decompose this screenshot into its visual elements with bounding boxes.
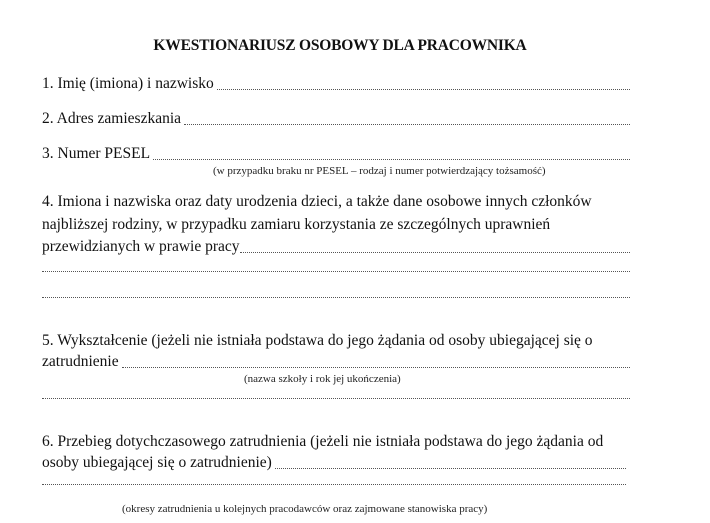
field-education-line-1: 5. Wykształcenie (jeżeli nie istniała podstawa do jego żądania od osoby ubiegającej się o bbox=[42, 332, 593, 349]
field-address-label: 2. Adres zamieszkania bbox=[42, 110, 182, 127]
field-employment-line-1: 6. Przebieg dotychczasowego zatrudnienia (jeżeli nie istniała podstawa do jego żądania od bbox=[42, 433, 604, 450]
field-family-blank[interactable] bbox=[240, 251, 630, 253]
field-education-line-2: zatrudnienie bbox=[42, 353, 119, 370]
field-family-blank-3[interactable] bbox=[42, 296, 630, 298]
field-education[interactable] bbox=[42, 352, 630, 372]
field-pesel-blank[interactable] bbox=[153, 158, 630, 160]
field-pesel-label: 3. Numer PESEL bbox=[42, 145, 151, 162]
field-address-blank[interactable] bbox=[184, 123, 630, 125]
form-title: KWESTIONARIUSZ OSOBOWY DLA PRACOWNIKA bbox=[153, 37, 527, 54]
field-employment-line-2: osoby ubiegającej się o zatrudnienie) bbox=[42, 454, 272, 471]
field-employment-blank[interactable] bbox=[275, 467, 626, 469]
field-education-note: (nazwa szkoły i rok jej ukończenia) bbox=[244, 373, 401, 385]
field-pesel-note: (w przypadku braku nr PESEL – rodzaj i numer potwierdzający tożsamość) bbox=[213, 165, 546, 177]
field-education-blank[interactable] bbox=[122, 366, 630, 368]
field-family[interactable] bbox=[42, 237, 630, 257]
field-name[interactable] bbox=[42, 74, 630, 94]
field-pesel[interactable] bbox=[42, 144, 630, 164]
field-family-extra-2[interactable] bbox=[42, 296, 630, 302]
field-employment[interactable] bbox=[42, 453, 626, 473]
field-family-line-3: przewidzianych w prawie pracy bbox=[42, 238, 240, 255]
field-family-line-2: najbliższej rodziny, w przypadku zamiaru korzystania ze szczególnych uprawnień bbox=[42, 216, 551, 233]
field-employment-note: (okresy zatrudnienia u kolejnych pracodawców oraz zajmowane stanowiska pracy) bbox=[122, 503, 488, 515]
field-employment-blank-2[interactable] bbox=[42, 483, 626, 485]
field-education-extra[interactable] bbox=[42, 397, 630, 403]
field-education-blank-2[interactable] bbox=[42, 397, 630, 399]
field-name-label: 1. Imię (imiona) i nazwisko bbox=[42, 75, 214, 92]
field-family-extra-1[interactable] bbox=[42, 270, 630, 276]
field-family-blank-2[interactable] bbox=[42, 270, 630, 272]
field-address[interactable] bbox=[42, 109, 630, 129]
field-employment-extra[interactable] bbox=[42, 483, 626, 489]
field-family-line-1: 4. Imiona i nazwiska oraz daty urodzenia dzieci, a także dane osobowe innych członków bbox=[42, 193, 592, 210]
field-name-blank[interactable] bbox=[217, 88, 630, 90]
